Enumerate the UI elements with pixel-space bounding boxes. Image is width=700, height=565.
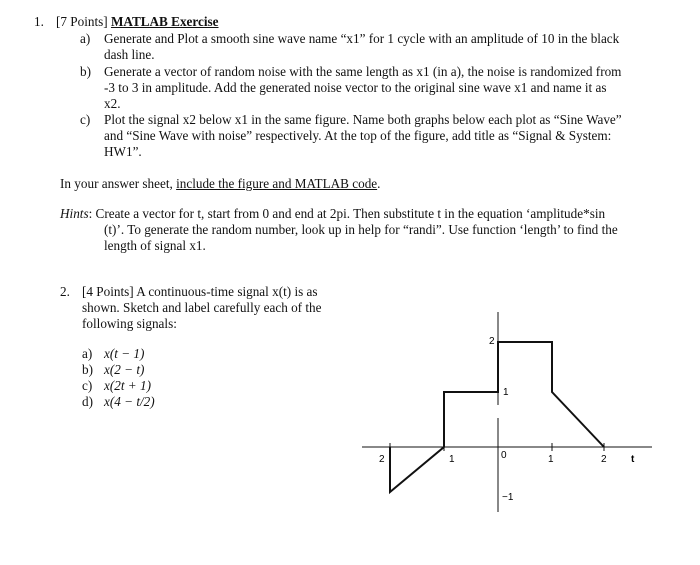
- q1-number: 1.: [34, 14, 44, 29]
- q2-line1: [4 Points] A continuous-time signal x(t) is as: [82, 284, 318, 299]
- q1-title: MATLAB Exercise: [110, 14, 219, 29]
- answer-underlined: include the figure and MATLAB code: [176, 176, 378, 191]
- q2-line3: following signals:: [82, 316, 177, 331]
- q1-a-label: a): [80, 31, 91, 46]
- q1-b-label: b): [80, 64, 91, 79]
- y-tick-neg1-label: −1: [502, 492, 514, 503]
- hints-label: Hints: [60, 206, 89, 221]
- q2-line2: shown. Sketch and label carefully each of the: [82, 300, 322, 315]
- x-tick-neg1-label: 1: [449, 454, 455, 465]
- q2-item-c-label: c): [82, 378, 93, 393]
- q2-item-b-label: b): [82, 362, 93, 377]
- q1-c-line1: Plot the signal x2 below x1 in the same figure. Name both graphs below each plot as “Sine Wave”: [104, 112, 622, 127]
- q2-item-b-expr: x(2 − t): [104, 362, 145, 377]
- q1-points: [7 Points]: [56, 14, 108, 29]
- q2-item-c-expr: x(2t + 1): [104, 378, 151, 393]
- hints-text1: : Create a vector for t, start from 0 and end at 2pi. Then substitute t in the equation ‘amplitude*sin: [88, 206, 606, 221]
- q2-item-a-label: a): [82, 346, 93, 361]
- q1-c-line2: and “Sine Wave with noise” respectively. At the top of the figure, add title as “Signal & System:: [104, 128, 612, 143]
- q1-b-line3: x2.: [104, 96, 121, 111]
- q1-c-label: c): [80, 112, 91, 127]
- hints-line2: (t)’. To generate the random number, look up in help for “randi”. Use function ‘length’ to find the: [104, 222, 618, 237]
- q1-b-line1: Generate a vector of random noise with the same length as x1 (in a), the noise is randomized from: [104, 64, 622, 79]
- x-tick-1-label: 1: [548, 454, 554, 465]
- answer-post: .: [377, 176, 381, 191]
- x-tick-2-label: 2: [601, 454, 607, 465]
- x-axis-label: t: [631, 454, 635, 465]
- q2-item-d-label: d): [82, 394, 93, 409]
- q1-b-line2: -3 to 3 in amplitude. Add the generated noise vector to the original sine wave x1 and name it as: [104, 80, 607, 95]
- hints-line3: length of signal x1.: [104, 238, 206, 253]
- q2-item-a-expr: x(t − 1): [104, 346, 145, 361]
- q2-number: 2.: [60, 284, 70, 299]
- x-tick-0-label: 0: [501, 450, 507, 461]
- y-tick-1-label: 1: [503, 387, 509, 398]
- q1-a-line1: Generate and Plot a smooth sine wave name “x1” for 1 cycle with an amplitude of 10 in the black: [104, 31, 620, 46]
- x-tick-neg2-label: 2: [379, 454, 385, 465]
- y-tick-2-label: 2: [489, 336, 495, 347]
- answer-pre: In your answer sheet,: [60, 176, 177, 191]
- q1-a-line2: dash line.: [104, 47, 155, 62]
- q2-item-d-expr: x(4 − t/2): [104, 394, 155, 409]
- q1-c-line3: HW1”.: [104, 144, 142, 159]
